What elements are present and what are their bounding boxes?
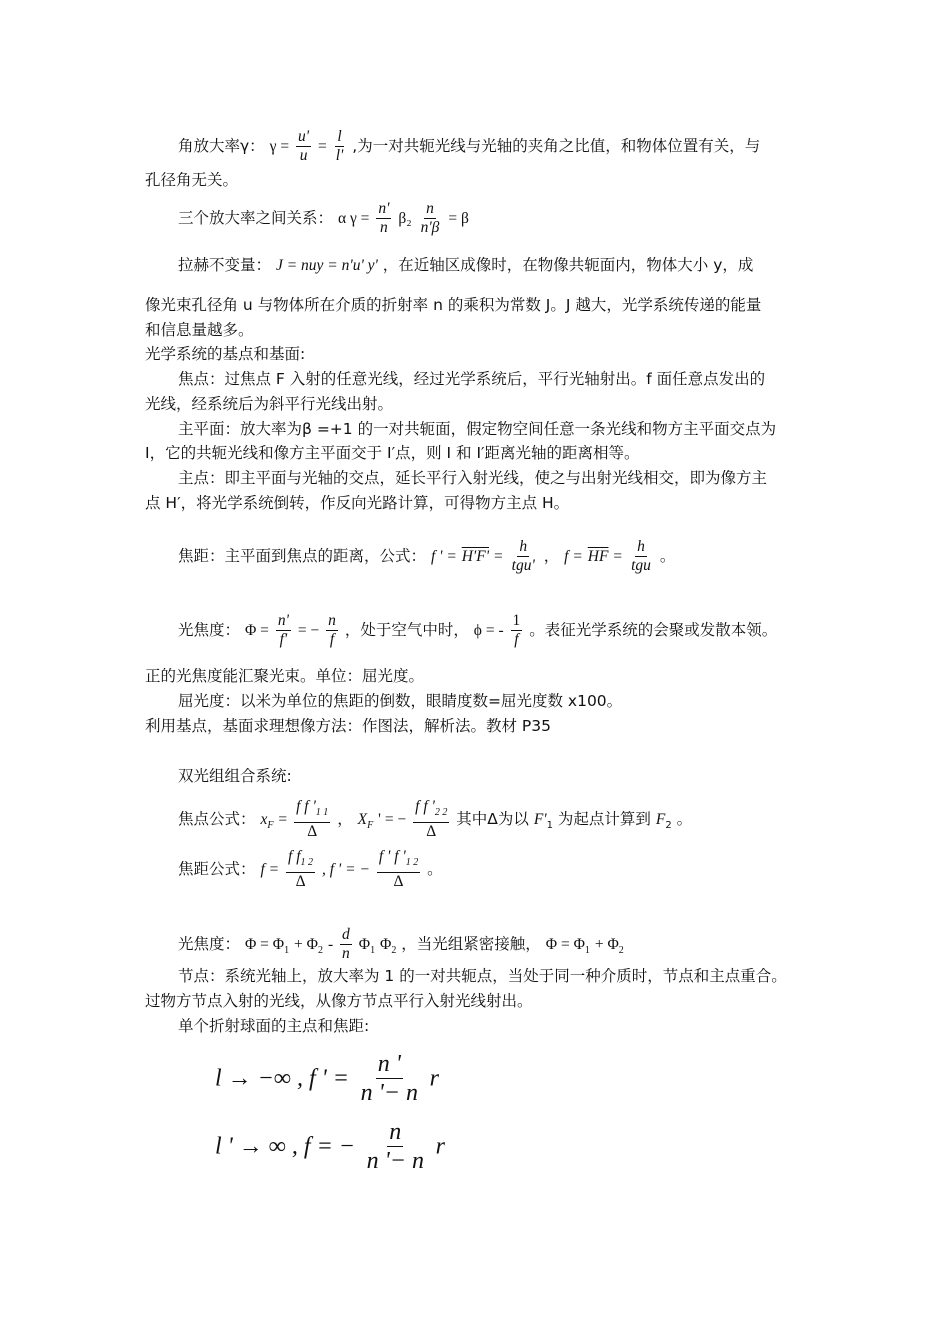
- three-mag-line: 三个放大率之间关系： α γ = $\frac{n'}{n}$ β₂ $\frac{n}{n'\beta}$ = β: [178, 200, 469, 236]
- sphere-eq1: l → −∞ , f ' = $\frac{n '}{n '- n}$ r: [215, 1051, 439, 1106]
- angular-mag-line: 角放大率γ： γ = $\frac{u'}{u}$ = $\frac{l}{l'}$ ,为一对共轭光线与光轴的夹角之比值，和物体位置有关，与: [178, 128, 761, 164]
- gamma-lhs: γ =: [269, 138, 290, 155]
- focal-length-formula-line: 焦距公式： f = $\frac{f f_{1 2}}{\Delta}$ , f ' = − $\frac{f ' f '_{1 2}}{\Delta}$ 。: [178, 848, 443, 891]
- combined-power-line: 光焦度： $\Phi = \Phi_1 + \Phi_2$ - $\frac{d}{n}$ $\Phi_1$ $\Phi_2$ ，当光组紧密接触， $\Phi = \Phi_1 + \Phi_2$: [178, 926, 624, 962]
- focal-formula-line: 焦点公式： $x_F$ = $\frac{f f '_{1 1}}{\Delta}$ ， $X_F$ ' = − $\frac{f f '_{2 2}}{\Delta}$ 其中Δ为以 $F'_1$ 为起点计算到 $F_2$ 。: [178, 798, 693, 841]
- angular-mag-label: 角放大率γ：: [178, 137, 265, 155]
- angular-mag-desc: ,为一对共轭光线与光轴的夹角之比值，和物体位置有关，与: [352, 137, 761, 155]
- fraction-u: $\frac{u'}{u}$: [298, 128, 310, 164]
- lagrange-formula: J = nuy = n'u' y': [275, 257, 378, 274]
- focal-length-line: 焦距：主平面到焦点的距离，公式： f ' = H'F' = $\frac{h}{\text{tgu'}}$ ， $f = \overline{HF}$ = $\frac{h}{\text{tgu}}$ 。: [178, 538, 676, 574]
- power-line: 光焦度： Φ = $\frac{n'}{f'}$ = − $\frac{n}{f}$ ，处于空气中时， ϕ = - $\frac{1}{f}$ 。表征光学系统的会聚或发散本领。: [178, 612, 778, 648]
- document-page: 角放大率γ： γ = $\frac{u'}{u}$ = $\frac{l}{l'}$ ,为一对共轭光线与光轴的夹角之比值，和物体位置有关，与 孔径角无关。 三个放大率之间关系： α γ = $\frac{n'}{n}$ β₂ $\frac{n}{n'\beta}$ = β 拉赫不变量： J = nuy = n'u' y' ，在近轴区成像时，在物像共轭面内，物体大小 y，成 像光束孔径角 u 与物体所在介质的折射率 n 的乘积为常数 J。J 越大，光学系统传递的能量 和信息量越多。 光学系统的基点和基面: 焦点：过焦点 F 入射的任意光线，经过光学系统后，平行光轴射出。f 面任意点发出的 光线，经系统后为斜平行光线出射。 主平面：放大率为β =+1 的一对共轭面，假定物空间任意一条光线和物方主平面交点为 I，它的共轭光线和像方主平面交于 I′点，则 I 和 I′距离光轴的距离相等。 主点：即主平面与光轴的交点，延长平行入射光线，使之与出射光线相交，即为像方主 点 H′，将光学系统倒转，作反向光路计算，可得物方主点 H。 焦距：主平面到焦点的距离，公式： f ' = H'F' = $\frac{h}{\text{tgu'}}$ ， $f = \overline{HF}$ = $\frac{h}{\text{tgu}}$ 。 光焦度： Φ = $\frac{n'}{f'}$ = − $\frac{n}{f}$ ，处于空气中时， ϕ = - $\frac{1}{f}$ 。表征光学系统的会聚或发散本领。 正的光焦度能汇聚光束。单位：屈光度。 屈光度：以米为单位的焦距的倒数，眼睛度数=屈光度数 x100。 利用基点，基面求理想像方法：作图法，解析法。教材 P35 双光组组合系统: 焦点公式： $x_F$ = $\frac{f f '_{1 1}}{\Delta}$ ， $X_F$ ' = − $\frac{f f '_{2 2}}{\Delta}$ 其中Δ为以 $F'_1$ 为起点计算到 $F_2$ 。 焦距公式： f = $\frac{f f_{1 2}}{\Delta}$ , f ' = − $\frac{f ' f '_{1 2}}{\Delta}$ 。 光焦度： $\Phi = \Phi_1 + \Phi_2$ - $\frac{d}{n}$ $\Phi_1$ $\Phi_2$ ，当光组紧密接触， $\Phi = \Phi_1 + \Phi_2$ 节点：系统光轴上，放大率为 1 的一对共轭点，当处于同一种介质时，节点和主点重合。 过物方节点入射的光线，从像方节点平行入射光线射出。 单个折射球面的主点和焦距: l → −∞ , f ' = $\frac{n '}{n '- n}$ r l ' → ∞ , f = − $\frac{n}{n '- n}$ r: [145, 128, 787, 1174]
- section-heading: 光学系统的基点和基面:: [145, 345, 306, 363]
- fraction-l: $\frac{l}{l'}$: [335, 128, 344, 164]
- angular-mag-cont: 孔径角无关。: [145, 171, 239, 189]
- lagrange-line: 拉赫不变量： J = nuy = n'u' y' ，在近轴区成像时，在物像共轭面内，物体大小 y，成: [178, 256, 754, 274]
- sphere-eq2: l ' → ∞ , f = − $\frac{n}{n '- n}$ r: [215, 1119, 445, 1174]
